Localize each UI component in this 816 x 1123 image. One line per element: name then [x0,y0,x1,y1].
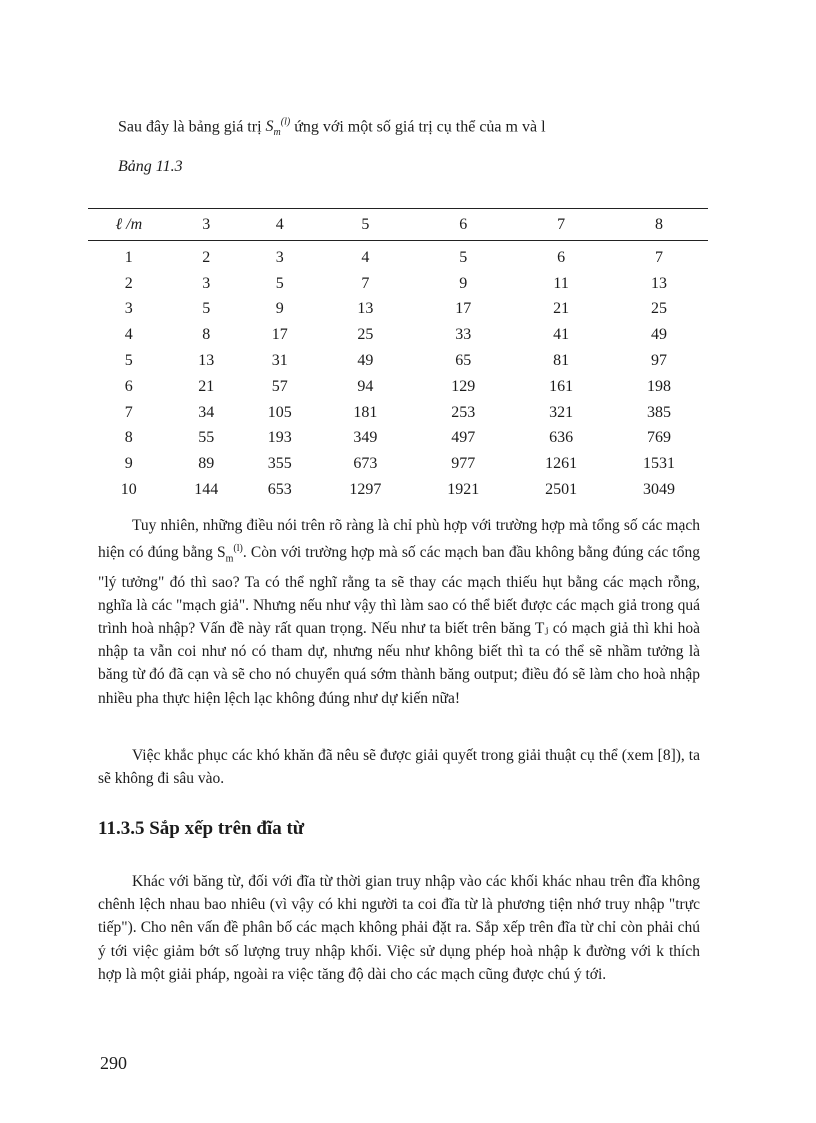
table-cell: 105 [267,403,292,421]
table-cell: 31 [271,352,288,370]
table-cell: 94 [357,377,374,395]
section-heading: 11.3.5 Sắp xếp trên đĩa từ [98,818,305,839]
table-cell: 41 [553,326,570,344]
table-cell: 7 [655,248,664,266]
row-label: 3 [124,300,133,318]
table-header-row [88,209,708,241]
header-col: 4 [243,209,316,241]
table-cell: 89 [198,455,215,473]
table-row [88,348,708,374]
header-col: 3 [170,209,243,241]
table-cell: 385 [647,403,672,421]
table-cell: 3 [202,274,211,292]
table-cell: 49 [357,352,374,370]
row-label: 2 [124,274,133,292]
page-number: 290 [100,1053,127,1073]
table-row [88,451,708,477]
row-label: 9 [124,455,133,473]
table-row [88,426,708,452]
table-cell: 3 [275,248,284,266]
table-cell: 21 [198,377,215,395]
row-label: 4 [124,326,133,344]
table-row [88,322,708,348]
table-cell: 49 [651,326,668,344]
table-cell: 11 [553,274,569,292]
row-label: 6 [124,377,133,395]
paragraph-1-text-a: Tuy nhiên, những điều nói trên rõ ràng là chỉ phù hợp với trường hợp mà tổng số các mạch hiện có đúng bằng S [98,517,700,562]
table-cell: 144 [194,481,219,499]
table-cell: 198 [647,377,672,395]
table-cell: 7 [361,274,370,292]
table-cell: 21 [553,300,570,318]
table-cell: 4 [361,248,370,266]
table-row [88,297,708,323]
table-cell: 17 [455,300,472,318]
table-cell: 8 [202,326,211,344]
table-cell: 34 [198,403,215,421]
table-cell: 673 [353,455,378,473]
paragraph-1 [98,514,700,710]
header-col: 6 [414,209,512,241]
table-cell: 9 [275,300,284,318]
table-caption: Bảng 11.3 [118,158,183,175]
paragraph-1-sub: m [225,553,234,565]
s-symbol-sub: m [273,127,281,139]
intro-line [118,112,698,145]
table-cell: 17 [271,326,288,344]
table-cell: 5 [459,248,468,266]
table-cell: 653 [267,481,292,499]
table-cell: 1261 [545,455,578,473]
row-label: 1 [124,248,133,266]
table-cell: 161 [549,377,574,395]
row-label: 7 [124,403,133,421]
table-cell: 13 [357,300,374,318]
table-cell: 97 [651,352,668,370]
table-cell: 129 [451,377,476,395]
table-row [88,477,708,503]
table-cell: 2501 [545,481,578,499]
header-col: 7 [512,209,610,241]
table-body [88,241,708,503]
table-cell: 497 [451,429,476,447]
table-cell: 5 [202,300,211,318]
table-cell: 13 [198,352,215,370]
table-row [88,241,708,271]
paragraph-2: Việc khắc phục các khó khăn đã nêu sẽ được giải quyết trong giải thuật cụ thể (xem [8]), ta sẽ không đi sâu vào. [98,747,700,788]
table-cell: 13 [651,274,668,292]
table-cell: 33 [455,326,472,344]
s-symbol-letter: S [265,118,274,136]
table-cell: 769 [647,429,672,447]
row-label: 5 [124,352,133,370]
header-col: 8 [610,209,708,241]
intro-text-after: ứng với một số giá trị cụ thể của m và l [294,118,546,136]
table-cell: 977 [451,455,476,473]
table-cell: 57 [271,377,288,395]
table-cell: 25 [651,300,668,318]
header-col: 5 [316,209,414,241]
table-cell: 2 [202,248,211,266]
table-cell: 1921 [447,481,480,499]
table-cell: 6 [557,248,566,266]
table-cell: 355 [267,455,292,473]
paragraph-1-sup: (l) [233,543,243,555]
paragraph-1-text-b: . Còn với trường hợp mà số các mạch ban đầu không bằng đúng các tổng "lý tưởng" đó thì sao? Ta có thể nghĩ rằng ta sẽ thay các mạch thiếu hụt bằng các mạch rỗng, nghĩa là các "mạch giả". Nhưng nếu như vậy thì làm sao có thể biết được các mạch giả trong quá trình hoà nhập? Vấn đề này rất quan trọng. Nếu như ta biết trên băng Tⱼ có mạch giả thì khi hoà nhập ta vẫn coi như nó có tham dự, nhưng nếu như không biết thì ta có thể sẽ nhầm tưởng là băng từ đó đã cạn và sẽ cho nó chuyển quá sớm thành băng output; điều đó sẽ làm cho hoà nhập nhiều pha thực hiện lệch lạc không đúng như dự kiến nữa! [98,544,700,707]
intro-text-before: Sau đây là bảng giá trị [118,118,262,136]
table-cell: 25 [357,326,374,344]
row-label: 10 [120,481,137,499]
table-row [88,374,708,400]
table-cell: 55 [198,429,215,447]
data-table [88,208,708,503]
table-cell: 1297 [349,481,382,499]
table-cell: 181 [353,403,378,421]
row-label: 8 [124,429,133,447]
header-label: ℓ /m [88,209,170,241]
table-cell: 321 [549,403,574,421]
table-cell: 193 [267,429,292,447]
table-cell: 81 [553,352,570,370]
table-cell: 5 [275,274,284,292]
table-cell: 3049 [643,481,676,499]
table-cell: 1531 [643,455,676,473]
table-cell: 253 [451,403,476,421]
table-row [88,271,708,297]
table-cell: 9 [459,274,468,292]
s-symbol-sup: (l) [280,117,291,128]
table-cell: 65 [455,352,472,370]
s-symbol [265,117,291,139]
table-row [88,400,708,426]
table-cell: 636 [549,429,574,447]
paragraph-3: Khác với băng từ, đối với đĩa từ thời gian truy nhập vào các khối khác nhau trên đĩa không chênh lệch nhau bao nhiêu (vì vậy có khi người ta coi đĩa từ là phương tiện nhớ truy nhập "trực tiếp"). Cho nên vấn đề phân bố các mạch không phải đặt ra. Sắp xếp trên đĩa từ chỉ còn phải chú ý tới việc giảm bớt số lượng truy nhập khối. Việc sử dụng phép hoà nhập k đường với k thích hợp là một giải pháp, ngoài ra việc tăng độ dài cho các mạch cũng được chú ý tới. [98,873,700,983]
table-cell: 349 [353,429,378,447]
